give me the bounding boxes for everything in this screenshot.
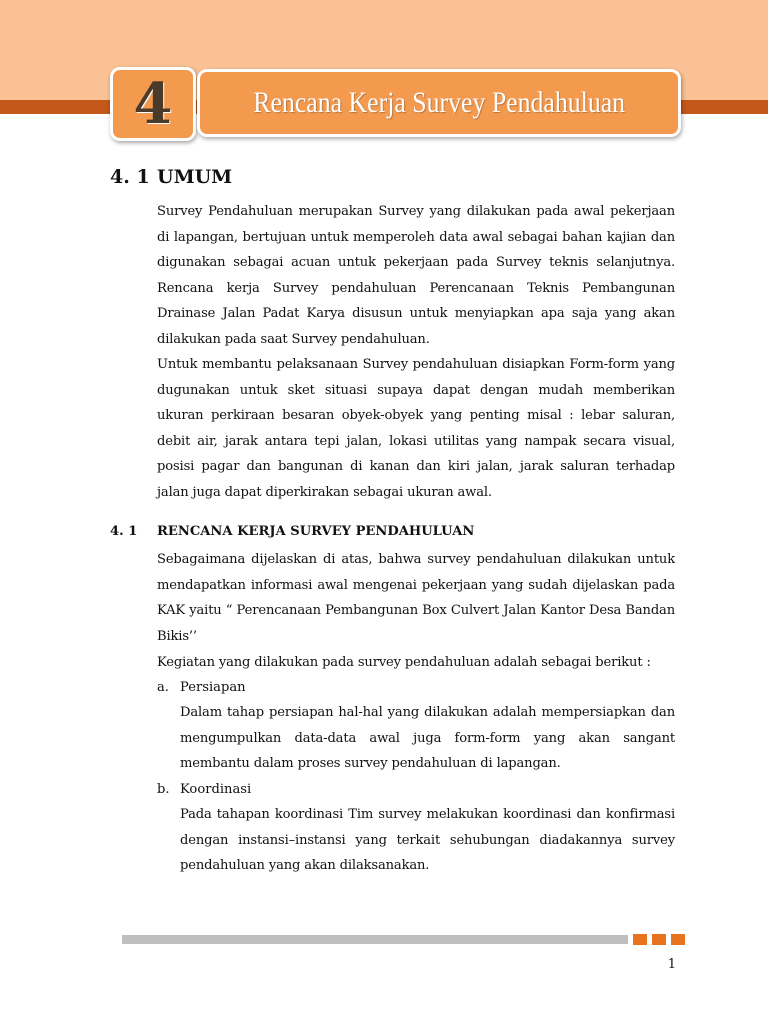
chapter-number-box — [110, 67, 196, 141]
section-title: RENCANA KERJA SURVEY PENDAHULUAN — [157, 524, 475, 539]
section-number: 4. 1 — [110, 166, 150, 188]
list-letter: b. — [157, 782, 170, 797]
section-number: 4. 1 — [110, 524, 138, 539]
paragraph-3: Sebagaimana dijelaskan di atas, bahwa survey pendahuluan dilakukan untuk mendapatkan informasi awal mengenai pekerjaan yang sudah dijelaskan pada KAK yaitu “ Perencanaan Pembangunan Box Culvert Jalan Kantor Desa Bandan Bikis’’ — [157, 552, 675, 644]
section-title: UMUM — [157, 166, 233, 188]
section-heading-rencana — [110, 524, 474, 539]
list-item-b-text: Pada tahapan koordinasi Tim survey melakukan koordinasi dan konfirmasi dengan instansi–instansi yang terkait sehubungan diadakannya survey pendahuluan yang akan dilaksanakan. — [180, 807, 675, 874]
list-item-b-label — [157, 782, 251, 797]
list-item-title: Koordinasi — [180, 782, 252, 797]
chapter-title-box — [197, 69, 681, 137]
chapter-number: 4 — [133, 71, 173, 137]
chapter-title: Rencana Kerja Survey Pendahuluan — [253, 86, 625, 119]
paragraph-2: Untuk membantu pelaksanaan Survey pendahuluan disiapkan Form-form yang dugunakan untuk sket situasi supaya dapat dengan mudah memberikan ukuran perkiraan besaran obyek-obyek yang penting misal : lebar saluran, debit air, jarak antara tepi jalan, lokasi utilitas yang nampak secara visual, posisi pagar dan bangunan di kanan dan kiri jalan, jarak saluran terhadap jalan juga dapat diperkirakan sebagai ukuran awal. — [157, 357, 675, 500]
list-item-a-label — [157, 680, 246, 695]
list-letter: a. — [157, 680, 169, 695]
footer-square — [633, 934, 647, 945]
section-heading-umum — [110, 166, 232, 188]
page-number: 1 — [667, 957, 676, 972]
list-item-a-text: Dalam tahap persiapan hal-hal yang dilakukan adalah mempersiapkan dan mengumpulkan data-data awal juga form-form yang akan sangant membantu dalam proses survey pendahuluan di lapangan. — [180, 705, 675, 772]
footer-bar — [122, 935, 628, 944]
paragraph-1: Survey Pendahuluan merupakan Survey yang dilakukan pada awal pekerjaan di lapangan, bertujuan untuk memperoleh data awal sebagai bahan kajian dan digunakan sebagai acuan untuk pekerjaan pada Survey teknis selanjutnya. Rencana kerja Survey pendahuluan Perencanaan Teknis Pembangunan Drainase Jalan Padat Karya disusun untuk menyiapkan apa saja yang akan dilakukan pada saat Survey pendahuluan. — [157, 204, 675, 347]
footer-square — [671, 934, 685, 945]
footer-square — [652, 934, 666, 945]
list-item-title: Persiapan — [180, 680, 246, 695]
paragraph-4: Kegiatan yang dilakukan pada survey pendahuluan adalah sebagai berikut : — [157, 655, 651, 670]
